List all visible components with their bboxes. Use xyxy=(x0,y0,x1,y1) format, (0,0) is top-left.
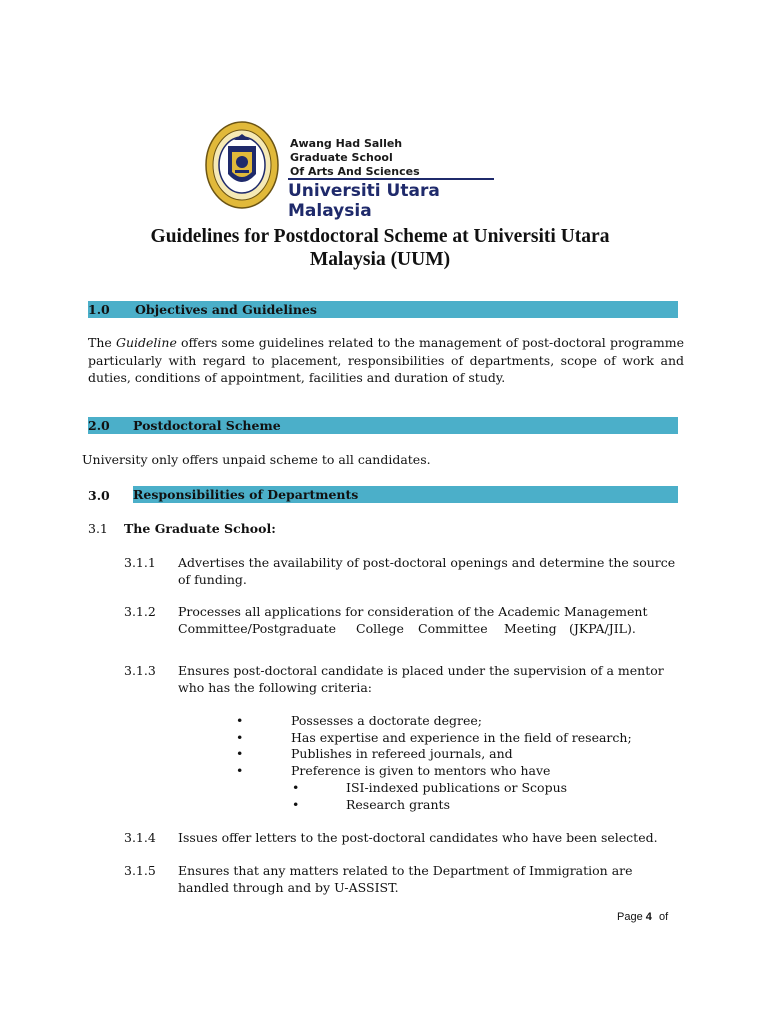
section-title: Postdoctoral Scheme xyxy=(133,418,281,433)
section-number: 1.0 xyxy=(88,302,110,317)
logo-line-3: Of Arts And Sciences xyxy=(290,165,420,178)
item-text: Ensures that any matters related to the Department of Immigration are handled through and by U-ASSIST. xyxy=(178,863,633,895)
bullet-icon: • xyxy=(236,713,244,728)
item-text: Processes all applications for consideration of the Academic Management Committee/Postgraduate College Committee Meeting (JKPA/JIL). xyxy=(178,604,648,636)
section-title: Objectives and Guidelines xyxy=(135,302,317,317)
bullet-icon: • xyxy=(236,746,244,761)
page-of-label: of xyxy=(658,911,669,923)
item-number: 3.1.5 xyxy=(124,863,156,878)
page-title-line-1: Guidelines for Postdoctoral Scheme at Universiti Utara xyxy=(150,226,610,247)
item-text: Issues offer letters to the post-doctoral candidates who have been selected. xyxy=(178,830,658,845)
section-header-3 xyxy=(133,486,678,503)
sub-bullet-item: ISI-indexed publications or Scopus xyxy=(346,780,568,795)
logo-line-1: Awang Had Salleh xyxy=(290,137,403,150)
scheme-statement: University only offers unpaid scheme to all candidates. xyxy=(82,452,431,467)
item-number: 3.1.3 xyxy=(124,663,156,678)
logo-divider xyxy=(288,178,494,180)
bullet-item: Publishes in refereed journals, and xyxy=(291,746,513,761)
item-number: 3.1.4 xyxy=(124,830,156,845)
page-label: Page xyxy=(617,911,643,923)
item-text: Advertises the availability of post-doctoral openings and determine the source of funding. xyxy=(178,555,676,587)
subsection-title: The Graduate School: xyxy=(124,521,276,536)
bullet-icon: • xyxy=(236,763,244,778)
section-header-1 xyxy=(88,301,678,318)
page-number: 4 xyxy=(645,911,652,923)
item-number: 3.1.2 xyxy=(124,604,156,619)
section-header-2 xyxy=(88,417,678,434)
university-seal-icon xyxy=(204,120,280,210)
subsection-number: 3.1 xyxy=(88,521,108,536)
sub-bullet-item: Research grants xyxy=(346,797,450,812)
logo-university-name: Universiti Utara Malaysia xyxy=(288,181,440,221)
section-number-3: 3.0 xyxy=(88,488,110,503)
bullet-item: Possesses a doctorate degree; xyxy=(291,713,482,728)
guideline-term: Guideline xyxy=(115,335,177,350)
item-number: 3.1.1 xyxy=(124,555,156,570)
item-text: Ensures post-doctoral candidate is placed under the supervision of a mentor who has the following criteria: xyxy=(178,663,664,695)
sub-bullet-icon: • xyxy=(292,797,300,812)
logo xyxy=(204,120,504,221)
section-title: Responsibilities of Departments xyxy=(133,487,359,502)
page-footer xyxy=(617,911,668,923)
bullet-icon: • xyxy=(236,730,244,745)
logo-line-2: Graduate School xyxy=(290,151,393,164)
objectives-paragraph: The Guideline offers some guidelines related to the management of post-doctoral programme particularly with regard to placement, responsibilities of departments, scope of work and duties, conditions of appointment, facilities and duration of study. xyxy=(88,335,684,385)
sub-bullet-icon: • xyxy=(292,780,300,795)
bullet-item: Preference is given to mentors who have xyxy=(291,763,551,778)
section-number: 2.0 xyxy=(88,418,110,433)
page-title-line-2: Malaysia (UUM) xyxy=(309,249,451,270)
bullet-item: Has expertise and experience in the field of research; xyxy=(291,730,632,745)
